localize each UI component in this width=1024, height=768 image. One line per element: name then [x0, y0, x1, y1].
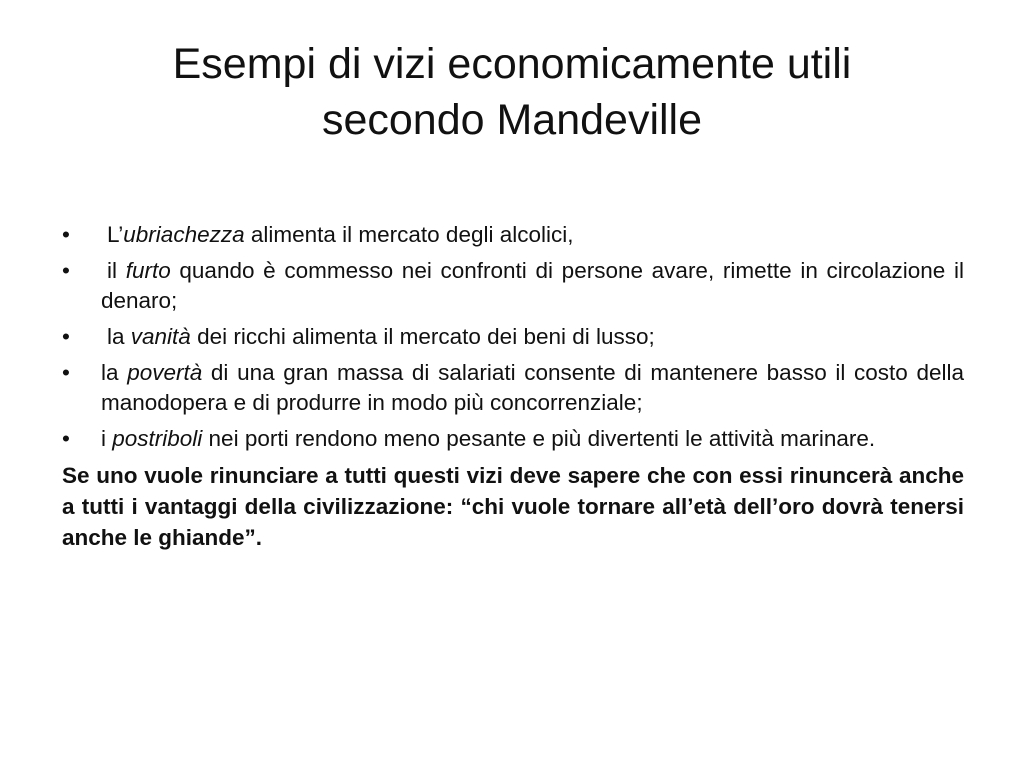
- title-line-2: secondo Mandeville: [321, 96, 703, 144]
- bullet-prefix: la: [107, 324, 131, 349]
- bullet-keyword: vanità: [130, 324, 191, 349]
- title-line-1: Esempi di vizi economicamente utili: [172, 40, 852, 88]
- slide-title: [60, 36, 964, 148]
- bullet-text: dei ricchi alimenta il mercato dei beni di lusso;: [190, 324, 655, 349]
- bullet-icon: •: [62, 360, 70, 385]
- bullet-item-furto: [62, 256, 964, 316]
- bullet-keyword: furto: [125, 258, 171, 283]
- bullet-item-poverta: [62, 358, 964, 418]
- bullet-keyword: postriboli: [112, 426, 203, 451]
- bullet-icon: •: [62, 324, 70, 349]
- bullet-prefix: il: [107, 258, 126, 283]
- bullet-text: di una gran massa di salariati consente di mantenere basso il costo della manodopera e di produrre in modo più concorrenziale;: [101, 360, 965, 415]
- bullet-text: nei porti rendono meno pesante e più divertenti le attività marinare.: [202, 426, 876, 451]
- bullet-item-ubriachezza: [62, 220, 964, 250]
- bullet-icon: •: [62, 426, 70, 451]
- bullet-prefix: i: [101, 426, 113, 451]
- bullet-prefix: L’: [107, 222, 124, 247]
- bullet-icon: •: [62, 258, 70, 283]
- bullet-text: quando è commesso nei confronti di persone avare, rimette in circolazione il denaro;: [101, 258, 964, 313]
- bullet-item-vanita: [62, 322, 964, 352]
- bullet-text: alimenta il mercato degli alcolici,: [244, 222, 574, 247]
- bullet-keyword: povertà: [127, 360, 203, 385]
- bullet-item-postriboli: [62, 424, 964, 454]
- bullet-list: [62, 220, 964, 454]
- bullet-prefix: la: [101, 360, 128, 385]
- slide-body: [62, 220, 964, 553]
- bullet-icon: •: [62, 222, 70, 247]
- bullet-keyword: ubriachezza: [123, 222, 245, 247]
- conclusion-paragraph: Se uno vuole rinunciare a tutti questi vizi deve sapere che con essi rinuncerà anche a tutti i vantaggi della civilizzazione: “chi vuole tornare all’età dell’oro dovrà tenersi anche le ghiande”.: [62, 463, 964, 550]
